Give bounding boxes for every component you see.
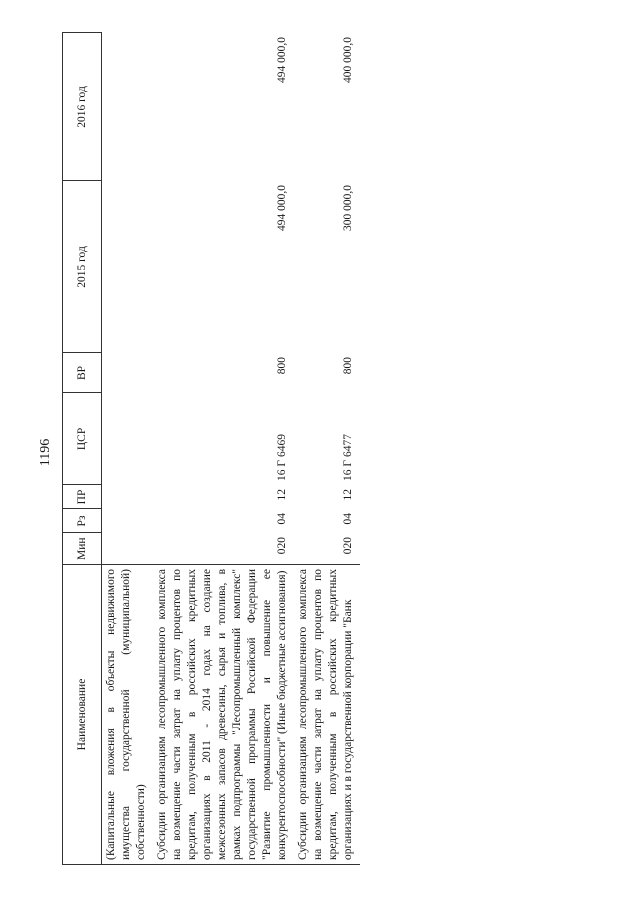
row-min bbox=[102, 533, 154, 565]
row-2016 bbox=[102, 33, 154, 181]
row-csr: 16 Г 6469 bbox=[276, 434, 288, 481]
row-vr bbox=[102, 353, 154, 393]
row-pr: 12 bbox=[276, 488, 288, 501]
header-rz: Рз bbox=[63, 509, 102, 533]
row-rz: 04 bbox=[342, 512, 354, 525]
header-2016: 2016 год bbox=[63, 33, 102, 181]
row-pr: 12 bbox=[342, 488, 354, 501]
header-csr: ЦСР bbox=[63, 393, 102, 485]
page-number: 1196 bbox=[38, 438, 53, 467]
header-name: Наименование bbox=[63, 565, 102, 865]
header-pr: ПР bbox=[63, 485, 102, 509]
row-name: Субсидии организациям лесопромышленного комплекса на возмещение части затрат на уплату процентов по кредитам, полученным в российских кредитных организациях и в государственной корпорации "Банк bbox=[294, 565, 360, 865]
row-csr: 16 Г 6477 bbox=[342, 434, 354, 481]
table-row bbox=[294, 33, 360, 865]
row-min: 020 bbox=[342, 536, 354, 555]
row-min: 020 bbox=[276, 536, 288, 555]
header-2015: 2015 год bbox=[63, 181, 102, 353]
row-pr bbox=[102, 485, 154, 509]
row-name: (Капитальные вложения в объекты недвижимого имущества государственной (муниципальной) собственности) bbox=[102, 565, 154, 865]
row-rz bbox=[102, 509, 154, 533]
row-csr bbox=[102, 393, 154, 485]
row-rz: 04 bbox=[276, 512, 288, 525]
row-vr: 800 bbox=[276, 356, 288, 375]
header-min: Мин bbox=[63, 533, 102, 565]
header-vr: ВР bbox=[63, 353, 102, 393]
row-2015 bbox=[102, 181, 154, 353]
row-name: Субсидии организациям лесопромышленного комплекса на возмещение части затрат на уплату процентов по кредитам, полученным в российских кредитных организациях в 2011 - 2014 годах на создание межсезонных запасов древесины, сырья и топлива, в рамках подпрограммы "Лесопромышленный комплекс" государственной программы Российской Федерации "Развитие промышленности и повышение ее конкурентоспособности" (Иные бюджетные ассигнования) bbox=[153, 565, 294, 865]
row-2016: 494 000,0 bbox=[276, 36, 288, 83]
row-vr: 800 bbox=[342, 356, 354, 375]
budget-table bbox=[62, 32, 360, 865]
table-row bbox=[102, 33, 154, 865]
row-2015: 494 000,0 bbox=[276, 184, 288, 231]
row-2016: 400 000,0 bbox=[342, 36, 354, 83]
row-2015: 300 000,0 bbox=[342, 184, 354, 231]
table-row bbox=[153, 33, 294, 865]
table-header-row bbox=[63, 33, 102, 865]
